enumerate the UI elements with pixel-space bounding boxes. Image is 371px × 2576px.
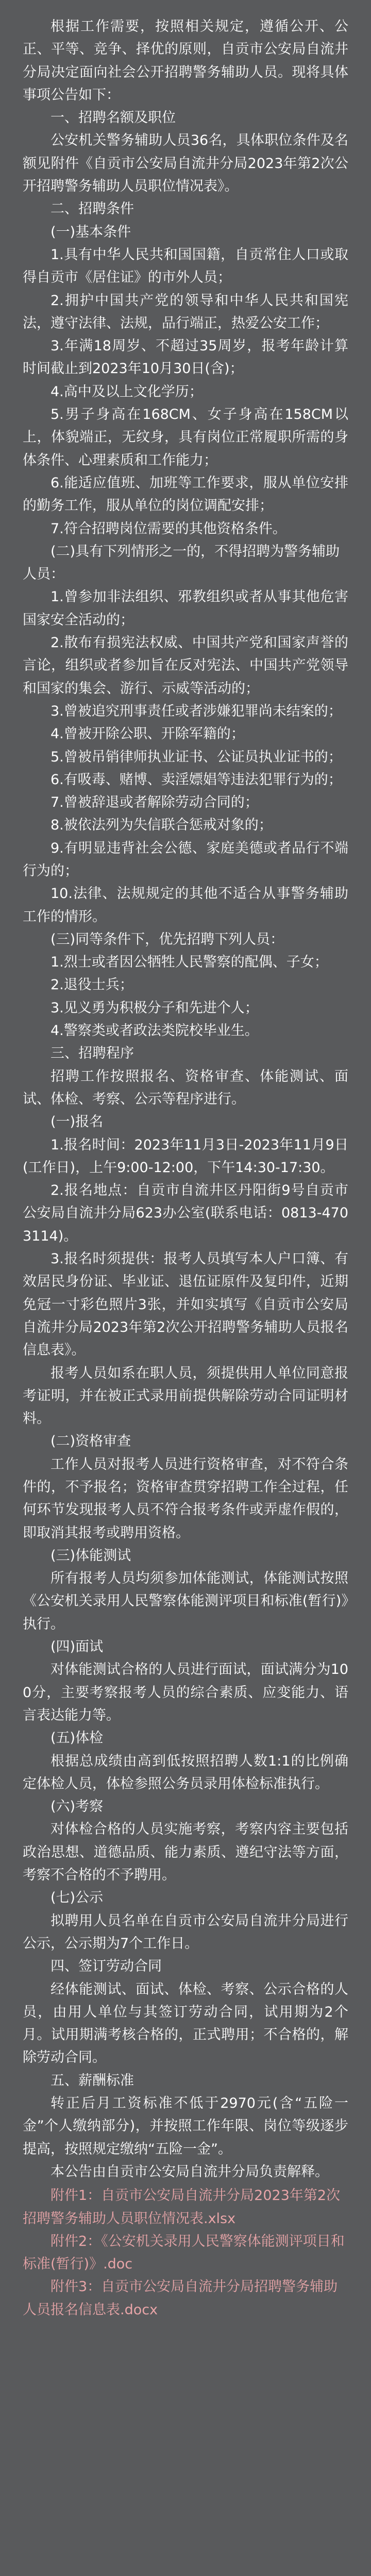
- paragraph: 本公告由自贡市公安局自流井分局负责解释。: [50, 2163, 329, 2180]
- paragraph: 对体检合格的人员实施考察，考察内容主要包括政治思想、道德品质、能力素质、遵纪守法等方面，考察不合格的不予聘用。: [23, 1821, 348, 1884]
- paragraph: 根据总成绩由高到低按照招聘人数1:1的比例确定体检人员，体检参照公务员录用体检标准执行。: [23, 1753, 348, 1792]
- list-item: 2.散布有损宪法权威、中国共产党和国家声誉的言论，组织或者参加旨在反对宪法、中国共产党领导和国家的集会、游行、示威等活动的；: [23, 635, 348, 697]
- attachment-link[interactable]: 附件3：自贡市公安局自流井分局招聘警务辅助人员报名信息表.docx: [23, 2279, 338, 2318]
- list-item: 2.拥护中国共产党的领导和中华人民共和国宪法，遵守法律、法规，品行端正，热爱公安工作；: [23, 292, 348, 331]
- list-item: 7.符合招聘岗位需要的其他资格条件。: [50, 520, 286, 537]
- list-item: 4.高中及以上文化学历；: [50, 383, 203, 400]
- list-item: 5.曾被吊销律师执业证书、公证员执业证书的；: [50, 749, 342, 765]
- attachment-item: [23, 2184, 348, 2230]
- subsection-heading-medical: (五)体检: [50, 1730, 104, 1747]
- section-heading-salary: 五、薪酬标准: [50, 2072, 134, 2089]
- subsection-heading-inspection: (六)考察: [50, 1799, 104, 1815]
- paragraph: 1.报名时间：2023年11月3日-2023年11月9日(工作日)，上午9:00-12:00，下午14:30-17:30。: [23, 1137, 348, 1176]
- list-item: 6.有吸毒、赌博、卖淫嫖娼等违法犯罪行为的；: [50, 771, 342, 788]
- subsection-heading-fitness: (三)体能测试: [50, 1547, 131, 1564]
- paragraph: 转正后月工资标准不低于2970元(含“五险一金”个人缴纳部分)，并按照工作年限、岗位等级逐步提高，按照规定缴纳“五险一金”。: [23, 2095, 348, 2157]
- paragraph: 对体能测试合格的人员进行面试，面试满分为100分，主要考察报考人员的综合素质、应变能力、语言表达能力等。: [23, 1662, 348, 1723]
- list-item: 3.年满18周岁、不超过35周岁，报考年龄计算时间截止到2023年10月30日(含)；: [23, 338, 348, 377]
- section-heading-conditions: 二、招聘条件: [50, 201, 134, 217]
- attachments-list: [23, 2184, 348, 2321]
- paragraph: 报考人员如系在职人员，须提供用人单位同意报考证明，并在被正式录用前提供解除劳动合同证明材料。: [23, 1365, 348, 1427]
- paragraph: 公安机关警务辅助人员36名，具体职位条件及名额见附件《自贡市公安局自流井分局2023年第2次公开招聘警务辅助人员职位情况表》。: [23, 132, 348, 195]
- subsection-heading-review: (二)资格审查: [50, 1433, 131, 1450]
- paragraph: 经体能测试、面试、体检、考察、公示合格的人员，由用人单位与其签订劳动合同，试用期为2个月。试用期满考核合格的，正式聘用；不合格的，解除劳动合同。: [23, 1981, 348, 2066]
- list-item: 8.被依法列为失信联合惩戒对象的；: [50, 817, 273, 834]
- paragraph: 拟聘用人员名单在自贡市公安局自流井分局进行公示，公示期为7个工作日。: [23, 1912, 348, 1952]
- list-item: 3.曾被追究刑事责任或者涉嫌犯罪尚未结案的；: [50, 703, 342, 719]
- paragraph: 所有报考人员均须参加体能测试，体能测试按照《公安机关录用人民警察体能测评项目和标准(暂行)》执行。: [23, 1570, 348, 1632]
- intro-paragraph: 根据工作需要，按照相关规定，遵循公开、公正、平等、竞争、择优的原则，自贡市公安局自流井分局决定面向社会公开招聘警务辅助人员。现将具体事项公告如下：: [23, 19, 348, 103]
- paragraph: 2.报名地点：自贡市自流井区丹阳街9号自贡市公安局自流井分局623办公室(联系电话：0813-4703114)。: [23, 1182, 348, 1244]
- list-item: 7.曾被辞退或者解除劳动合同的；: [50, 794, 259, 811]
- list-item: 1.烈士或者因公牺牲人民警察的配偶、子女；: [50, 954, 328, 971]
- list-item: 4.曾被开除公职、开除军籍的；: [50, 726, 245, 742]
- paragraph: 工作人员对报考人员进行资格审查，对不符合条件的，不予报名；资格审查贯穿招聘工作全过程，任何环节发现报考人员不符合报考条件或弄虚作假的，即取消其报考或聘用资格。: [23, 1456, 348, 1541]
- list-item: 1.曾参加非法组织、邪教组织或者从事其他危害国家安全活动的；: [23, 589, 348, 628]
- list-item: 9.有明显违背社会公德、家庭美德或者品行不端行为的；: [23, 840, 348, 879]
- attachment-link[interactable]: 附件1：自贡市公安局自流井分局2023年第2次招聘警务辅助人员职位情况表.xlsx: [23, 2188, 341, 2227]
- paragraph: 招聘工作按照报名、资格审查、体能测试、面试、体检、考察、公示等程序进行。: [23, 1068, 348, 1107]
- list-item: 3.见义勇为积极分子和先进个人；: [50, 999, 259, 1016]
- list-item: 5.男子身高在168CM、女子身高在158CM以上，体貌端正，无纹身，具有岗位正常履职所需的身体条件、心理素质和工作能力；: [23, 406, 348, 468]
- list-item: 6.能适应值班、加班等工作要求，服从单位安排的勤务工作，服从单位的岗位调配安排；: [23, 474, 348, 514]
- subsection-heading-exclusions: (二)具有下列情形之一的，不得招聘为警务辅助人员：: [23, 543, 340, 583]
- list-item: 10.法律、法规规定的其他不适合从事警务辅助工作的情形。: [23, 886, 348, 925]
- attachment-item: [23, 2276, 348, 2321]
- list-item: 1.具有中华人民共和国国籍，自贡常住人口或取得自贡市《居住证》的市外人员；: [23, 246, 348, 286]
- section-heading-positions: 一、招聘名额及职位: [50, 110, 176, 126]
- subsection-heading-priority: (三)同等条件下，优先招聘下列人员：: [50, 931, 284, 947]
- subsection-heading-basic: (一)基本条件: [50, 224, 131, 240]
- subsection-heading-interview: (四)面试: [50, 1639, 104, 1655]
- section-heading-procedure: 三、招聘程序: [50, 1045, 134, 1062]
- attachment-link[interactable]: 附件2：《公安机关录用人民警察体能测评项目和标准(暂行)》.doc: [23, 2233, 345, 2273]
- subsection-heading-registration: (一)报名: [50, 1114, 104, 1130]
- section-heading-contract: 四、签订劳动合同: [50, 1958, 162, 1975]
- attachment-item: [23, 2230, 348, 2276]
- paragraph: 3.报名时须提供：报考人员填写本人户口簿、有效居民身份证、毕业证、退伍证原件及复印件，近期免冠一寸彩色照片3张，并如实填写《自贡市公安局自流井分局2023年第2次公开招聘警务辅助人员报名信息表》。: [23, 1251, 348, 1359]
- list-item: 2.退役士兵；: [50, 977, 133, 993]
- list-item: 4.警察类或者政法类院校毕业生。: [50, 1023, 259, 1039]
- subsection-heading-publicity: (七)公示: [50, 1890, 104, 1906]
